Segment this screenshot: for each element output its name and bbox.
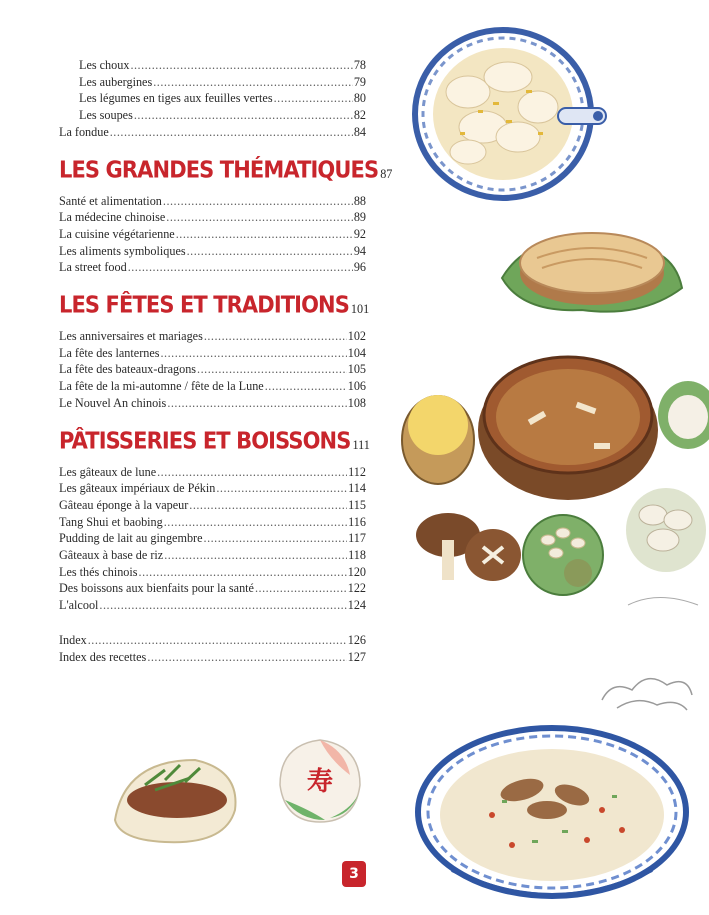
- toc-entry[interactable]: Pudding de lait au gingembre ..... 117: [59, 530, 366, 547]
- flatbread-on-leaf-illustration: [492, 218, 692, 318]
- toc-entry[interactable]: Des boissons aux bienfaits pour la santé ..... 122: [59, 580, 366, 597]
- toc-entry[interactable]: Le Nouvel An chinois ..... 108: [59, 395, 366, 412]
- toc-entry[interactable]: La cuisine végétarienne ..... 92: [59, 226, 366, 243]
- dumpling-bowl-illustration: [408, 22, 608, 202]
- section-heading[interactable]: LES FÊTES ET TRADITIONS 101: [59, 291, 370, 319]
- table-of-contents: [59, 57, 393, 665]
- toc-entry-index[interactable]: Index ..... 126: [59, 632, 366, 649]
- toc-entry[interactable]: Les choux ..... 78: [59, 57, 366, 74]
- toc-entry[interactable]: Les anniversaires et mariages ..... 102: [59, 328, 366, 345]
- toc-entry[interactable]: Gâteaux à base de riz ..... 118: [59, 547, 366, 564]
- toc-entry[interactable]: La street food ..... 96: [59, 259, 366, 276]
- toc-entry[interactable]: Les gâteaux de lune ..... 112: [59, 464, 366, 481]
- toc-entry[interactable]: Les aliments symboliques ..... 94: [59, 243, 366, 260]
- congee-bowl-illustration: [412, 720, 692, 910]
- toc-entry[interactable]: Les aubergines ..... 79: [59, 74, 366, 91]
- section-heading[interactable]: LES GRANDES THÉMATIQUES 87: [59, 155, 393, 183]
- toc-entry[interactable]: La fête de la mi-automne / fête de la Lune ..... 106: [59, 378, 366, 395]
- section-heading[interactable]: PÂTISSERIES ET BOISSONS 111: [59, 426, 370, 454]
- toc-entry[interactable]: La médecine chinoise ..... 89: [59, 209, 366, 226]
- toc-entry[interactable]: L'alcool ..... 124: [59, 597, 366, 614]
- top-entries: [59, 57, 366, 141]
- toc-entry[interactable]: Les légumes en tiges aux feuilles vertes ..... 80: [59, 90, 366, 107]
- page-number-badge: 3: [342, 861, 366, 887]
- meat-bun-illustration: [105, 750, 245, 850]
- toc-entry[interactable]: Les gâteaux impériaux de Pékin ..... 114: [59, 480, 366, 497]
- toc-entry[interactable]: Les soupes ..... 82: [59, 107, 366, 124]
- toc-entry[interactable]: Santé et alimentation ..... 88: [59, 193, 366, 210]
- toc-entry-index[interactable]: Index des recettes ..... 127: [59, 649, 366, 666]
- toc-entry[interactable]: Tang Shui et baobing ..... 116: [59, 514, 366, 531]
- toc-entry[interactable]: Gâteau éponge à la vapeur ..... 115: [59, 497, 366, 514]
- hotpot-spread-illustration: [398, 355, 709, 615]
- peach-bun-illustration: [270, 730, 370, 830]
- toc-entry[interactable]: Les thés chinois ..... 120: [59, 564, 366, 581]
- toc-entry[interactable]: La fête des bateaux-dragons ..... 105: [59, 361, 366, 378]
- steam-illustration: [592, 660, 702, 720]
- svg-text:寿: 寿: [306, 767, 334, 797]
- toc-entry[interactable]: La fête des lanternes ..... 104: [59, 345, 366, 362]
- toc-entry[interactable]: La fondue ..... 84: [59, 124, 366, 141]
